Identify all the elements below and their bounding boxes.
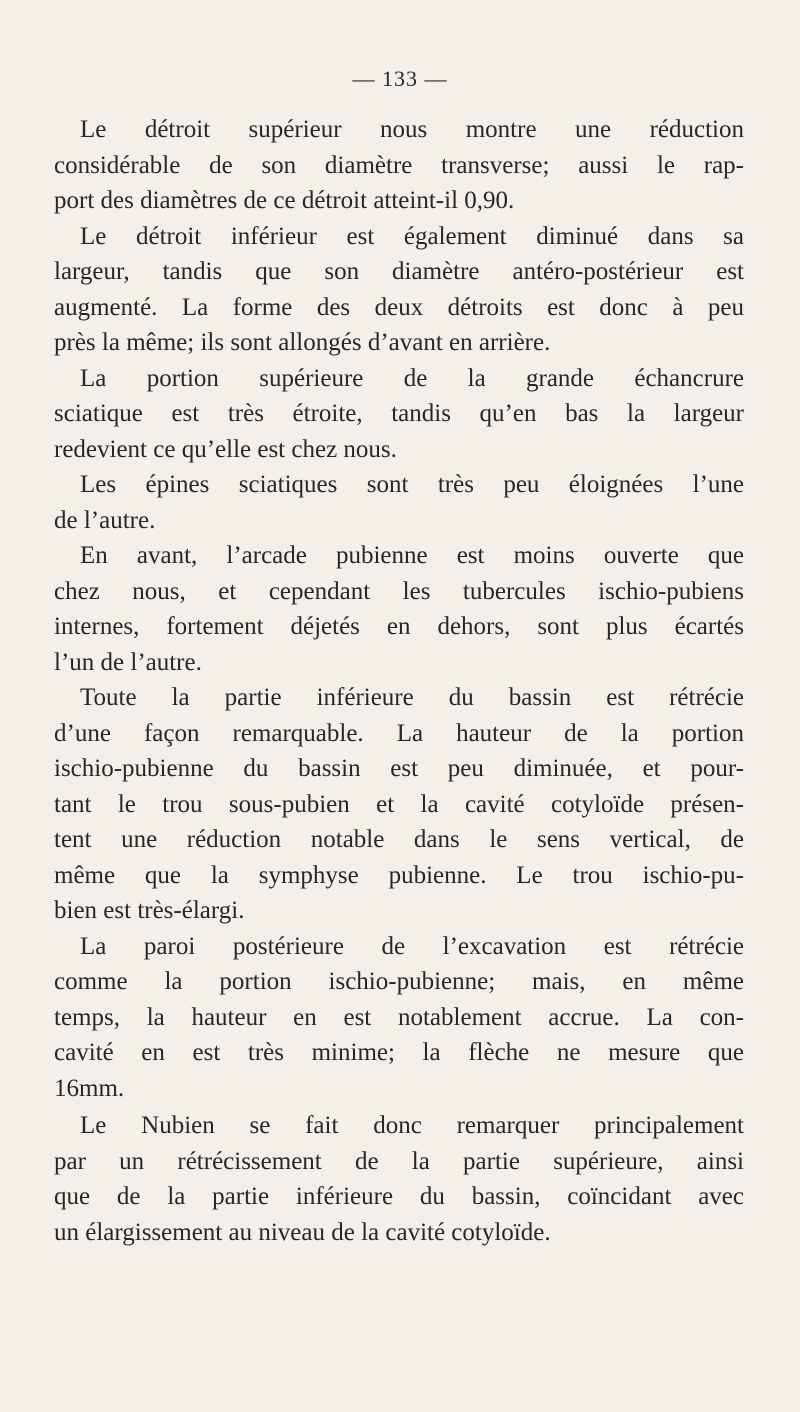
text-line: Les épines sciatiques sont très peu éloignées l’une xyxy=(80,471,744,498)
text-line: Le Nubien se fait donc remarquer principalement xyxy=(80,1112,744,1139)
text-line: d’une façon remarquable. La hauteur de la portion xyxy=(54,719,744,747)
text-line: La paroi postérieure de l’excavation est rétrécie xyxy=(80,932,744,960)
text-line: de l’autre. xyxy=(54,506,156,534)
text-line: sciatique est très étroite, tandis qu’en bas la largeur xyxy=(54,400,744,427)
paragraph-1 xyxy=(54,112,744,219)
text-line: temps, la hauteur en est notablement accrue. La con- xyxy=(54,1003,744,1031)
text-line: par un rétrécissement de la partie supérieure, ainsi xyxy=(54,1147,744,1175)
paragraph-5 xyxy=(54,538,744,680)
text-line: tant le trou sous-pubien et la cavité cotyloïde présen- xyxy=(54,790,744,818)
text-line: que de la partie inférieure du bassin, coïncidant avec xyxy=(54,1183,744,1210)
text-line: 16mm. xyxy=(54,1074,125,1102)
text-line: augmenté. La forme des deux détroits est donc à peu xyxy=(54,293,744,321)
text-line: un élargissement au niveau de la cavité cotyloïde. xyxy=(54,1218,551,1246)
paragraph-7 xyxy=(54,929,744,1107)
text-line: considérable de son diamètre transverse; aussi le rap- xyxy=(54,151,744,179)
text-line: bien est très-élargi. xyxy=(54,897,245,924)
text-line: internes, fortement déjetés en dehors, sont plus écartés xyxy=(54,613,744,640)
text-line: cavité en est très minime; la flèche ne mesure que xyxy=(54,1039,744,1066)
text-line: comme la portion ischio-pubienne; mais, en même xyxy=(54,968,744,995)
page-number: — 133 — xyxy=(352,66,448,91)
paragraph-3 xyxy=(54,361,744,468)
text-line: tent une réduction notable dans le sens vertical, de xyxy=(54,826,744,853)
paragraph-6 xyxy=(54,680,744,929)
text-line: Le détroit supérieur nous montre une réduction xyxy=(80,116,744,143)
paragraph-8 xyxy=(54,1108,744,1250)
text-line: La portion supérieure de la grande échancrure xyxy=(80,364,744,392)
text-line: port des diamètres de ce détroit atteint-il 0,90. xyxy=(54,187,515,214)
paragraph-2 xyxy=(54,219,744,361)
text-line: chez nous, et cependant les tubercules ischio-pubiens xyxy=(54,577,744,605)
text-line: redevient ce qu’elle est chez nous. xyxy=(54,435,397,463)
text-line: Le détroit inférieur est également diminué dans sa xyxy=(80,222,744,250)
paragraph-4 xyxy=(54,467,744,538)
body-text xyxy=(54,112,744,1250)
text-line: largeur, tandis que son diamètre antéro-postérieur est xyxy=(54,258,744,285)
text-line: ischio-pubienne du bassin est peu diminuée, et pour- xyxy=(54,755,744,782)
text-line: Toute la partie inférieure du bassin est rétrécie xyxy=(80,684,744,711)
text-line: même que la symphyse pubienne. Le trou ischio-pu- xyxy=(54,861,744,889)
text-line: En avant, l’arcade pubienne est moins ouverte que xyxy=(80,542,744,569)
text-line: l’un de l’autre. xyxy=(54,648,202,676)
text-line: près la même; ils sont allongés d’avant en arrière. xyxy=(54,329,551,356)
